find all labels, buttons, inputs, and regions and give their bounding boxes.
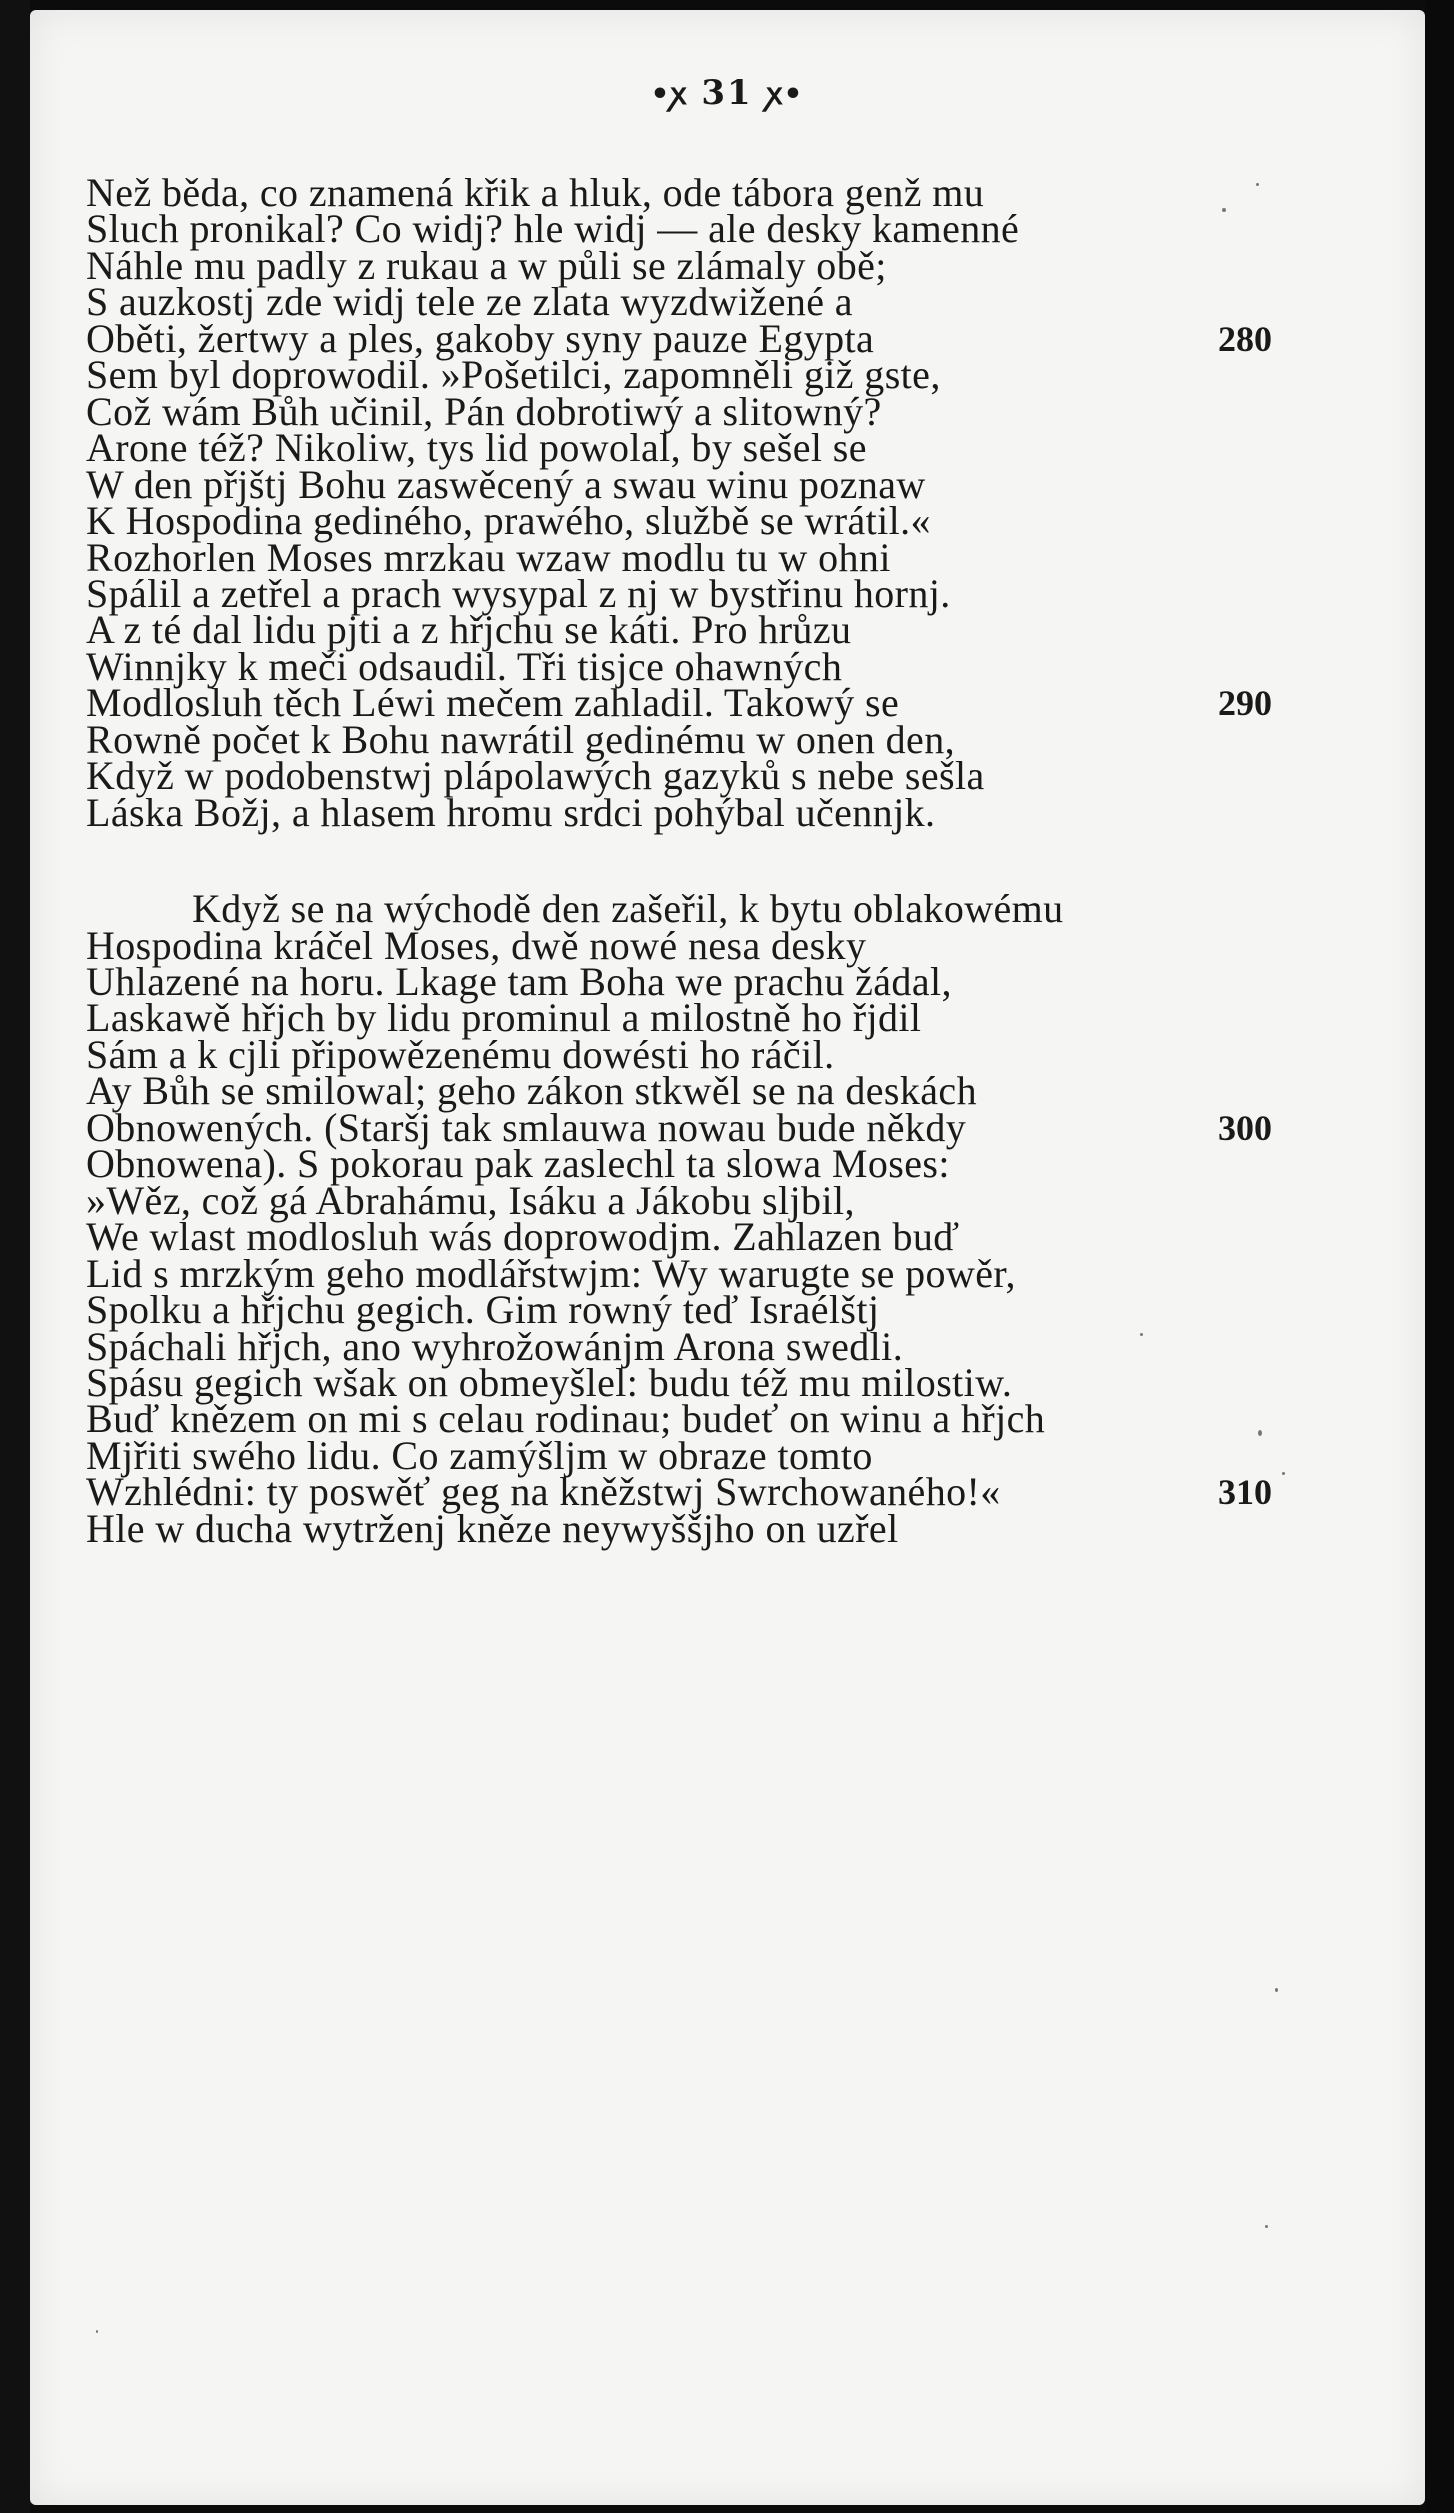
verse-line: Než běda, co znamená křik a hluk, ode tábora genž mu (86, 170, 985, 215)
line-number: 290 (1218, 683, 1272, 723)
verse-line: »Wěz, což gá Abrahámu, Isáku a Jákobu sljbil, (86, 1178, 855, 1223)
verse-line: S auzkostj zde widj tele ze zlata wyzdwižené a (86, 279, 853, 324)
verse-line: Hle w ducha wytrženj kněze neywyššjho on uzřel (86, 1506, 899, 1551)
verse-line: Arone též? Nikoliw, tys lid powolal, by sešel se (86, 425, 867, 470)
verse-line: Rozhorlen Moses mrzkau wzaw modlu tu w ohni (86, 535, 891, 580)
verse-line: K Hospodina gediného, prawého, službě se wrátil.« (86, 498, 931, 543)
verse-line: Uhlazené na horu. Lkage tam Boha we prachu žádal, (86, 959, 952, 1004)
verse-line: Spáchali hřjch, ano wyhrožowánjm Arona swedli. (86, 1324, 904, 1369)
verse-line: A z té dal lidu pjti a z hřjchu se káti. Pro hrůzu (86, 607, 852, 652)
verse-line: We wlast modlosluh wás doprowodjm. Zahlazen buď (86, 1214, 960, 1259)
verse-line: Obnowena). S pokorau pak zaslechl ta slowa Moses: (86, 1141, 950, 1186)
scan-left-edge (0, 0, 30, 2513)
verse-line: Což wám Bůh učinil, Pán dobrotiwý a slitowný? (86, 389, 882, 434)
verse-line: Oběti, žertwy a ples, gakoby syny pauze Egypta (86, 316, 875, 361)
verse-line: Ay Bůh se smilowal; geho zákon stkwěl se na deskách (86, 1068, 977, 1113)
verse-line: Hospodina kráčel Moses, dwě nowé nesa desky (86, 923, 867, 968)
header-ornament-left: •ꭗ (650, 77, 688, 112)
verse-line: Winnjky k meči odsaudil. Tři tisjce ohawných (86, 644, 843, 689)
verse-line: Modlosluh těch Léwi mečem zahladil. Takowý se (86, 680, 900, 725)
line-number: 310 (1218, 1472, 1272, 1512)
verse-line: Když se na wýchodě den zašeřil, k bytu oblakowému (192, 886, 1064, 931)
verse-line: Wzhlédni: ty poswěť geg na kněžstwj Swrchowaného!« (86, 1469, 1001, 1514)
header-ornament-right: ꭗ• (766, 77, 804, 112)
verse-line: Sám a k cjli připowězenému dowésti ho ráčil. (86, 1032, 835, 1077)
verse-line: Náhle mu padly z rukau a w půli se zlámaly obě; (86, 243, 887, 288)
verse-line: Laskawě hřjch by lidu prominul a milostně ho řjdil (86, 995, 922, 1040)
line-number: 300 (1218, 1108, 1272, 1148)
scan-right-edge (1425, 0, 1454, 2513)
verse-line: Láska Božj, a hlasem hromu srdci pohýbal učennjk. (86, 790, 936, 835)
verse-line: Sem byl doprowodil. »Pošetilci, zapomněli giž gste, (86, 352, 941, 397)
verse-line: Spásu gegich wšak on obmeyšlel: budu též mu milostiw. (86, 1360, 1013, 1405)
verse-line: Sluch pronikal? Co widj? hle widj — ale desky kamenné (86, 206, 1020, 251)
page-number: 31 (701, 73, 753, 113)
verse-line: Spolku a hřjchu gegich. Gim rowný teď Israélštj (86, 1287, 880, 1332)
verse-line: Mjřiti swého lidu. Co zamýšljm w obraze tomto (86, 1433, 873, 1478)
verse-line: Spálil a zetřel a prach wysypal z nj w bystřinu hornj. (86, 571, 951, 616)
verse-line: Obnowených. (Staršj tak smlauwa nowau bude někdy (86, 1105, 967, 1150)
verse-line: Když w podobenstwj plápolawých gazyků s nebe sešla (86, 753, 985, 798)
verse-line: Buď knězem on mi s celau rodinau; budeť on winu a hřjch (86, 1396, 1046, 1441)
page-header (0, 72, 1454, 113)
line-number: 280 (1218, 319, 1272, 359)
verse-line: Lid s mrzkým geho modlářstwjm: Wy warugte se powěr, (86, 1251, 1016, 1296)
verse-line: W den přjštj Bohu zaswěcený a swau winu poznaw (86, 462, 926, 507)
verse-line: Rowně počet k Bohu nawrátil gedinému w onen den, (86, 717, 956, 762)
